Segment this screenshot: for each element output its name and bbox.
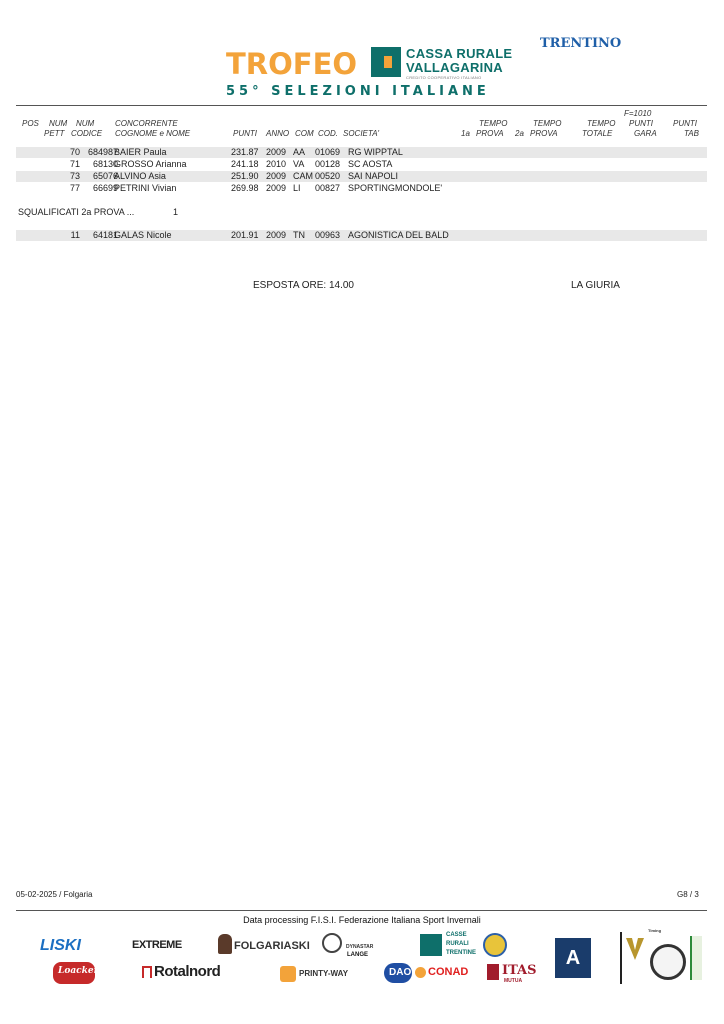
col-prova1: 1a [461, 129, 470, 138]
col-societa: SOCIETA' [343, 129, 380, 138]
row-pett: 73 [69, 171, 80, 181]
row-nome: BAIER Paula [114, 147, 167, 157]
row-punti: 201.91 [231, 230, 259, 240]
header-rule [16, 105, 707, 106]
row-societa: SC AOSTA [348, 159, 393, 169]
col-concorrente-top: CONCORRENTE [115, 119, 178, 128]
row-punti: 241.18 [231, 159, 259, 169]
row-anno: 2009 [266, 147, 287, 157]
row-codice: 65076 [92, 171, 118, 181]
printy-way-logo: PRINTY-WAY [299, 969, 349, 978]
loacker-logo: Loacker [58, 966, 99, 976]
cassa-rurale-logo-icon [371, 47, 401, 77]
col-num2-bottom: CODICE [71, 129, 103, 138]
table-row [16, 171, 707, 182]
col-tempo2-bottom: PROVA [530, 129, 558, 138]
cassa-rurale-line2: VALLAGARINA [406, 60, 503, 75]
col-num-bottom: PETT [44, 129, 65, 138]
col-tempo-totale-top: TEMPO [587, 119, 616, 128]
row-anno: 2009 [266, 171, 287, 181]
extreme-logo: EXTREME [132, 939, 182, 951]
col-num-top: NUM [49, 119, 68, 128]
conad-dot-icon [415, 967, 426, 978]
col-punti-tab-bottom: TAB [684, 129, 699, 138]
f-factor: F=1010 [624, 109, 652, 118]
lange-logo: LANGE [347, 952, 368, 958]
rotalnord-mark-icon [142, 966, 152, 978]
table-row [16, 147, 707, 158]
row-pett: 11 [70, 230, 80, 240]
row-com: TN [293, 230, 305, 240]
row-pett: 71 [69, 159, 80, 169]
row-cod: 00520 [315, 171, 341, 181]
row-codice: 66699 [92, 183, 118, 193]
emblem-seal-icon [483, 933, 507, 957]
col-prova2: 2a [515, 129, 524, 138]
footer-rule [16, 910, 707, 911]
row-cod: 01069 [315, 147, 341, 157]
table-row [16, 230, 707, 241]
col-num2-top: NUM [76, 119, 95, 128]
row-anno: 2009 [266, 230, 287, 240]
row-cod: 00128 [315, 159, 341, 169]
table-row [16, 183, 707, 194]
row-punti: 231.87 [231, 147, 259, 157]
event-subtitle: 55° SELEZIONI ITALIANE [226, 84, 490, 99]
row-nome: GALAS Nicole [114, 230, 172, 240]
row-com: VA [293, 159, 305, 169]
row-societa: RG WIPPTAL [348, 147, 403, 157]
col-punti: PUNTI [233, 129, 257, 138]
trofeo-logo-text: TROFEO [226, 47, 358, 81]
la-giuria: LA GIURIA [571, 280, 620, 291]
row-nome: ALVINO Asia [114, 171, 166, 181]
folgaria-logo: FOLGARIASKI [234, 940, 310, 952]
col-tempo2-top: TEMPO [533, 119, 562, 128]
row-societa: AGONISTICA DEL BALD [348, 230, 449, 240]
conad-logo: CONAD [428, 966, 469, 978]
row-societa: SPORTINGMONDOLE' [348, 183, 443, 193]
itas-logo: ITAS [502, 963, 537, 978]
row-anno: 2009 [266, 183, 287, 193]
col-tempo1-top: TEMPO [479, 119, 508, 128]
rotalnord-logo: Rotalnord [154, 963, 221, 980]
timing-divider [620, 932, 622, 984]
row-codice: 684987 [87, 147, 118, 157]
dynastar-logo: DYNASTAR [346, 944, 374, 950]
row-anno: 2010 [266, 159, 287, 169]
row-punti: 251.90 [231, 171, 259, 181]
casse-rurali-line3: TRENTINE [446, 950, 476, 956]
cassa-rurale-line1: CASSA RURALE [406, 46, 513, 61]
table-row [16, 159, 707, 170]
printy-square-icon [280, 966, 296, 982]
trentino-logo: TRENTINO [540, 36, 622, 51]
col-tempo1-bottom: PROVA [476, 129, 504, 138]
esposta-ore: ESPOSTA ORE: 14.00 [253, 280, 354, 291]
row-com: AA [293, 147, 306, 157]
itas-mutua-text: MUTUA [504, 978, 523, 984]
a-badge-logo-icon: A [555, 938, 591, 978]
casse-rurali-square-icon [420, 934, 442, 956]
col-com: COM [295, 129, 314, 138]
data-processing-text: Data processing F.I.S.I. Federazione Italiana Sport Invernali [243, 915, 481, 925]
folgaria-mascot-icon [218, 934, 232, 954]
col-punti-tab-top: PUNTI [673, 119, 697, 128]
col-punti-gara-bottom: GARA [634, 129, 657, 138]
row-societa: SAI NAPOLI [348, 171, 399, 181]
row-nome: PETRINI Vivian [114, 183, 177, 193]
casse-rurali-line1: CASSE [446, 932, 467, 938]
casse-rurali-line2: RURALI [446, 941, 469, 947]
row-com: CAM [293, 171, 313, 181]
itas-eagle-icon [487, 964, 499, 980]
col-anno: ANNO [266, 129, 290, 138]
squalificati-count: 1 [173, 207, 179, 217]
timing-label: Timing [648, 928, 662, 933]
row-codice: 68130 [92, 159, 118, 169]
row-com: LI [293, 183, 301, 193]
credito-cooperativo-text: CREDITO COOPERATIVO ITALIANO [406, 75, 482, 80]
timing-gear-icon [650, 944, 686, 980]
col-concorrente-bottom: COGNOME e NOME [115, 129, 191, 138]
rossignol-emblem-icon [322, 933, 342, 953]
row-pett: 70 [69, 147, 80, 157]
footer-page: G8 / 3 [677, 890, 699, 899]
squalificati-label: SQUALIFICATI 2a PROVA ... [18, 207, 135, 217]
col-pos: POS [22, 119, 39, 128]
col-punti-gara-top: PUNTI [629, 119, 653, 128]
row-punti: 269.98 [231, 183, 259, 193]
row-cod: 00827 [315, 183, 341, 193]
col-cod: COD. [318, 129, 338, 138]
footer-date-place: 05-02-2025 / Folgaria [16, 890, 93, 899]
row-cod: 00963 [315, 230, 341, 240]
timing-v-icon [626, 938, 644, 960]
liski-logo: LISKI [40, 937, 81, 954]
row-nome: GROSSO Arianna [114, 159, 187, 169]
trentino-vertical-badge-icon [690, 936, 702, 980]
col-tempo-totale-bottom: TOTALE [582, 129, 613, 138]
row-pett: 77 [69, 183, 80, 193]
row-codice: 64181 [92, 230, 118, 240]
dao-logo: DAO [389, 967, 412, 978]
